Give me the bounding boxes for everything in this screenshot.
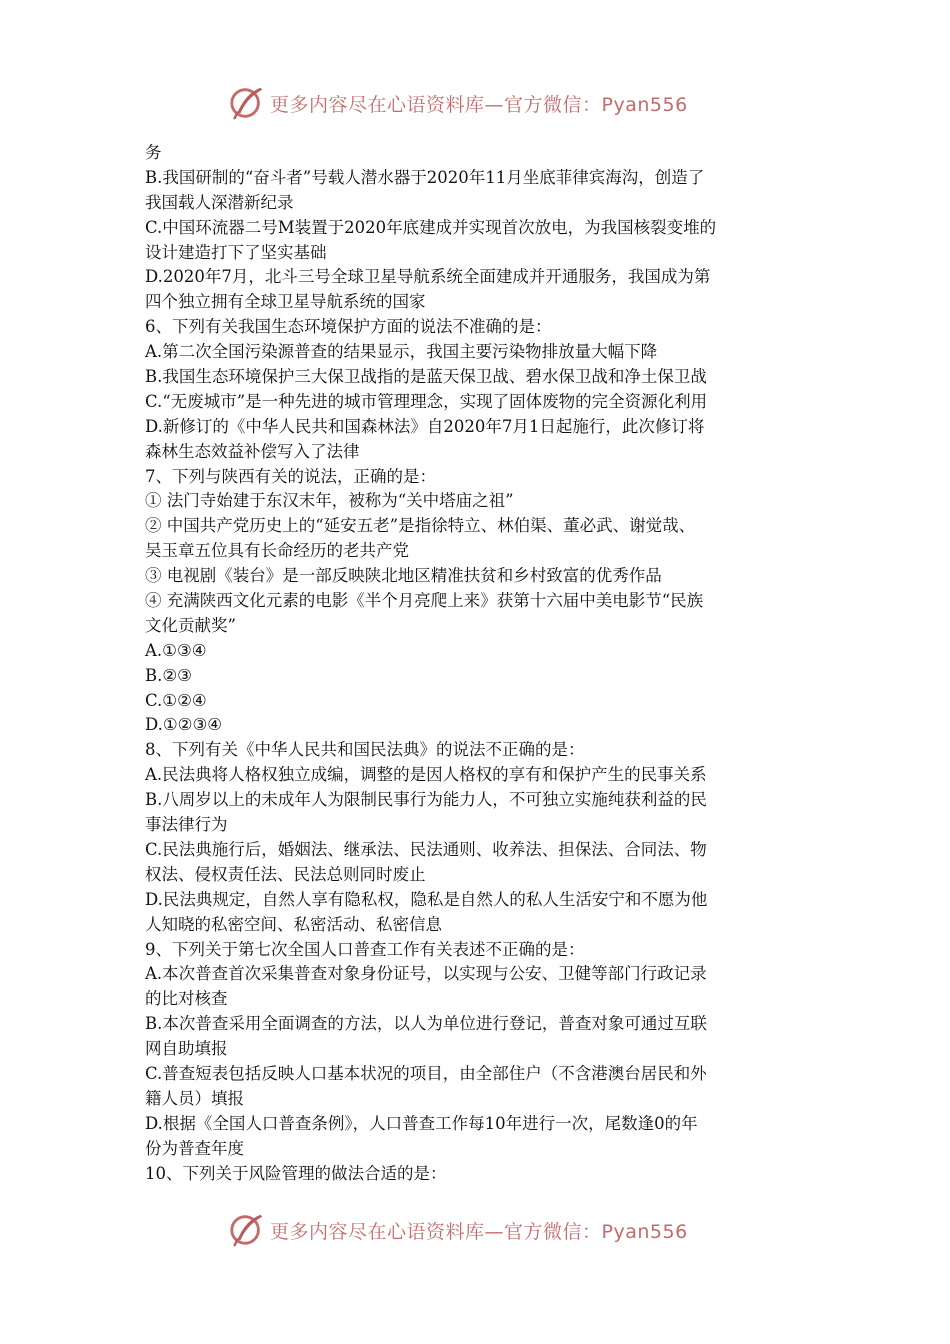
text-line: 人知晓的私密空间、私密活动、私密信息 [145, 914, 442, 934]
text-line: A.①③④ [145, 640, 207, 660]
text-line: 7、下列与陕西有关的说法，正确的是： [145, 466, 436, 486]
text-line: 森林生态效益补偿写入了法律 [145, 441, 360, 461]
text-line: A.第二次全国污染源普查的结果显示，我国主要污染物排放量大幅下降 [145, 342, 658, 362]
text-line: 务 [145, 143, 162, 162]
text-line: B.我国研制的“奋斗者”号载人潜水器于2020年11月坐底菲律宾海沟，创造了 [145, 167, 705, 187]
footer-watermark [228, 1210, 688, 1250]
text-line: A.民法典将人格权独立成编，调整的是因人格权的享有和保护产生的民事关系 [145, 765, 707, 785]
text-line: C.“无废城市”是一种先进的城市管理理念，实现了固体废物的完全资源化利用 [145, 391, 708, 411]
text-line: ④ 充满陕西文化元素的电影《半个月亮爬上来》获第十六届中美电影节“民族 [145, 591, 704, 611]
document-body [145, 141, 815, 1186]
header-watermark [228, 83, 688, 123]
text-line: 10、下列关于风险管理的做法合适的是： [145, 1163, 447, 1183]
text-line: D.根据《全国人口普查条例》，人口普查工作每10年进行一次，尾数逢0的年 [145, 1113, 698, 1133]
watermark-text: 更多内容尽在心语资料库—官方微信：Pyan556 [270, 93, 688, 116]
text-line: D.新修订的《中华人民共和国森林法》自2020年7月1日起施行，此次修订将 [145, 416, 705, 436]
text-line: 文化贡献奖” [145, 615, 236, 635]
feather-pen-logo-icon [228, 84, 266, 122]
feather-pen-logo-icon [228, 1211, 266, 1249]
text-line: D.2020年7月，北斗三号全球卫星导航系统全面建成并开通服务，我国成为第 [145, 267, 711, 287]
text-line: B.②③ [145, 665, 192, 685]
text-line: 的比对核查 [145, 989, 228, 1009]
text-line: 网自助填报 [145, 1039, 228, 1059]
text-line: 9、下列关于第七次全国人口普查工作有关表述不正确的是： [145, 939, 585, 959]
text-line: 份为普查年度 [145, 1138, 244, 1158]
text-line: B.八周岁以上的未成年人为限制民事行为能力人，不可独立实施纯获利益的民 [145, 790, 707, 810]
text-line: A.本次普查首次采集普查对象身份证号，以实现与公安、卫健等部门行政记录 [145, 964, 707, 984]
text-line: 8、下列有关《中华人民共和国民法典》的说法不正确的是： [145, 740, 585, 760]
text-line: D.民法典规定，自然人享有隐私权，隐私是自然人的私人生活安宁和不愿为他 [145, 889, 708, 909]
text-line: 权法、侵权责任法、民法总则同时废止 [145, 864, 426, 884]
text-line: ② 中国共产党历史上的“延安五老”是指徐特立、林伯渠、董必武、谢觉哉、 [145, 516, 696, 536]
text-line: 设计建造打下了坚实基础 [145, 242, 327, 262]
text-line: B.我国生态环境保护三大保卫战指的是蓝天保卫战、碧水保卫战和净土保卫战 [145, 367, 707, 387]
text-line: 四个独立拥有全球卫星导航系统的国家 [145, 292, 426, 312]
text-line: 籍人员）填报 [145, 1088, 244, 1108]
text-line: C.普查短表包括反映人口基本状况的项目，由全部住户（不含港澳台居民和外 [145, 1063, 707, 1083]
text-line: C.中国环流器二号M装置于2020年底建成并实现首次放电，为我国核裂变堆的 [145, 217, 717, 237]
text-line: B.本次普查采用全面调查的方法，以人为单位进行登记，普查对象可通过互联 [145, 1014, 707, 1034]
text-line: 吴玉章五位具有长命经历的老共产党 [145, 541, 409, 561]
text-line: 6、下列有关我国生态环境保护方面的说法不准确的是： [145, 317, 552, 337]
watermark-text: 更多内容尽在心语资料库—官方微信：Pyan556 [270, 1220, 688, 1243]
text-line: 我国载人深潜新纪录 [145, 192, 294, 212]
text-line: ① 法门寺始建于东汉末年，被称为“关中塔庙之祖” [145, 491, 514, 511]
text-line: D.①②③④ [145, 715, 223, 735]
text-line: 事法律行为 [145, 815, 228, 835]
text-line: C.民法典施行后，婚姻法、继承法、民法通则、收养法、担保法、合同法、物 [145, 839, 707, 859]
text-line: ③ 电视剧《装台》是一部反映陕北地区精准扶贫和乡村致富的优秀作品 [145, 566, 662, 586]
text-line: C.①②④ [145, 690, 207, 710]
